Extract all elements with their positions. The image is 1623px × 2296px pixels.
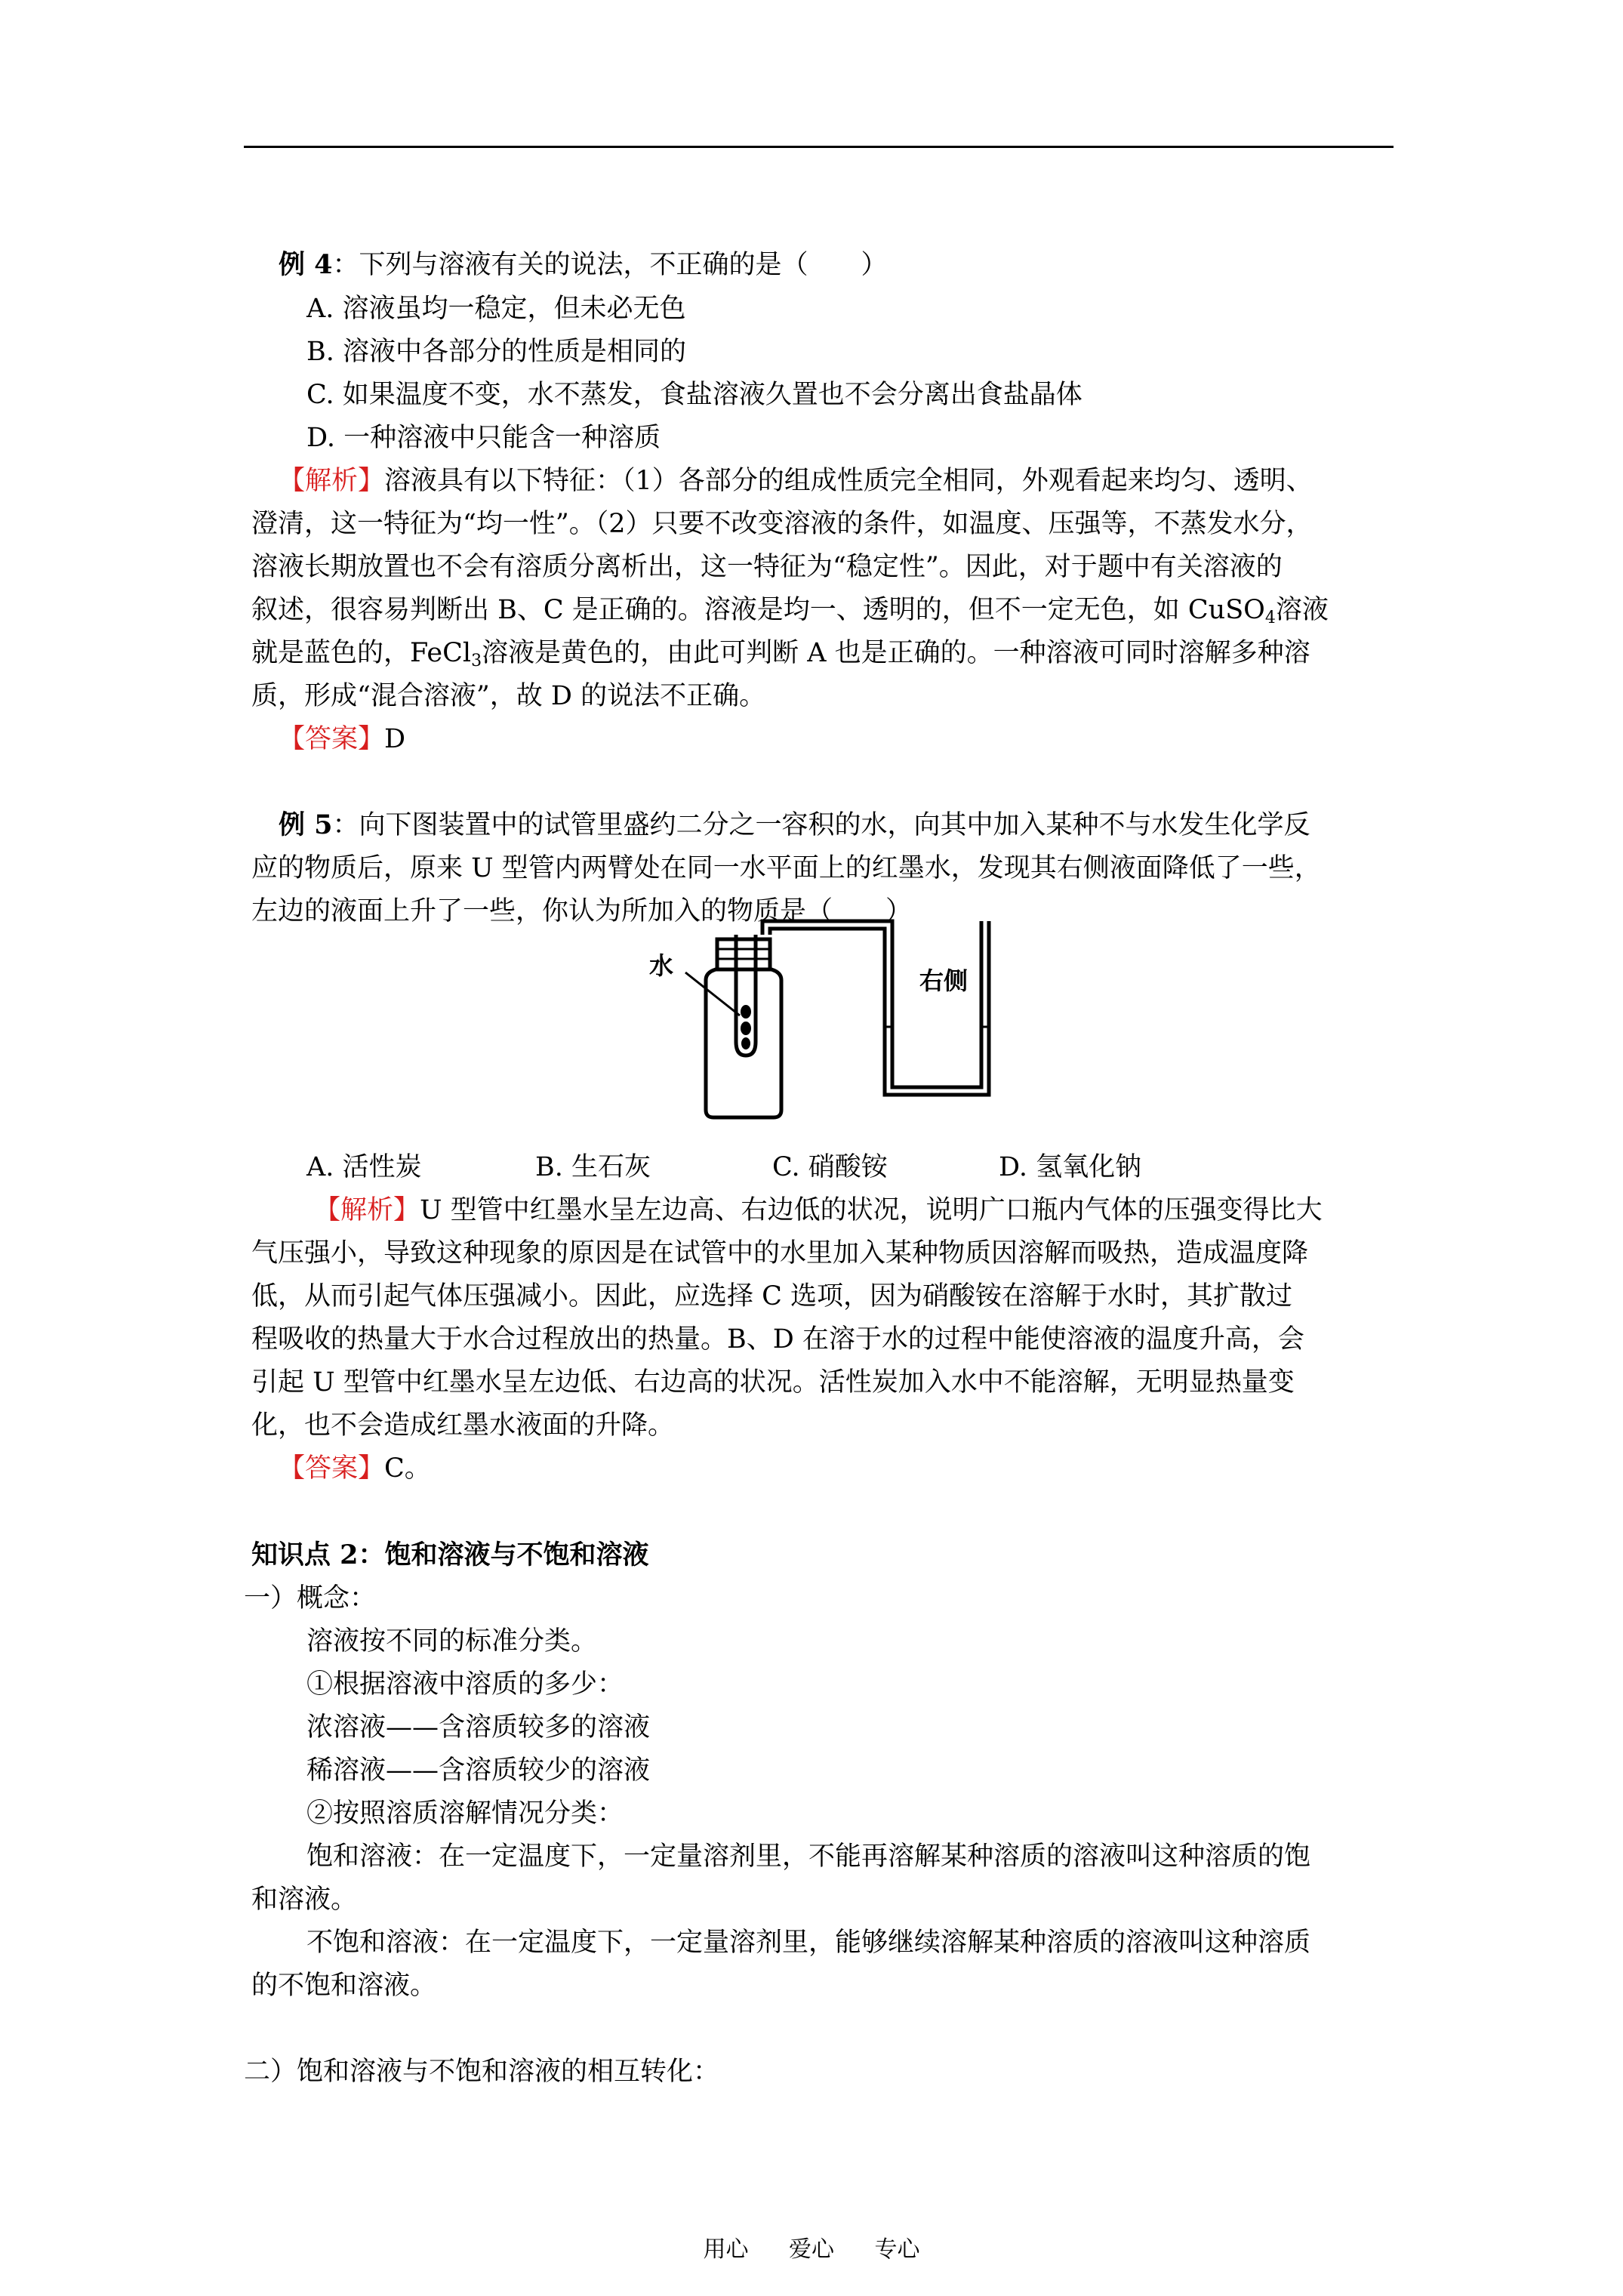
example-4-option-d: D. 一种溶液中只能含一种溶质 [306, 423, 661, 453]
example-5-question-line: 左边的液面上升了一些，你认为所加入的物质是（ ） [251, 896, 913, 926]
answer-tag: 【答案】 [279, 1453, 385, 1484]
example-4-analysis-line: 澄清，这一特征为“均一性”。（2）只要不改变溶液的条件，如温度、压强等，不蒸发水分， [251, 509, 1313, 539]
example-4-option-b: B. 溶液中各部分的性质是相同的 [306, 337, 686, 367]
knowledge-point-title: 知识点 2：饱和溶液与不饱和溶液 [251, 1539, 649, 1570]
example-5-question-line: 应的物质后，原来 U 型管内两臂处在同一水平面上的红墨水，发现其右侧液面降低了一些， [251, 853, 1321, 883]
example-4-answer: 【答案】D [279, 724, 406, 754]
example-4-option-c: C. 如果温度不变，水不蒸发，食盐溶液久置也不会分离出食盐晶体 [306, 380, 1083, 410]
analysis-tag: 【解析】 [279, 466, 385, 496]
example-5-analysis-line: 低，从而引起气体压强减小。因此，应选择 C 选项，因为硝酸铵在溶解于水时，其扩散过 [251, 1281, 1293, 1311]
example-5-option-a: A. 活性炭 [306, 1152, 422, 1182]
example-5-analysis-line: 程吸收的热量大于水合过程放出的热量。B、D 在溶于水的过程中能使溶液的温度升高，会 [251, 1324, 1304, 1354]
example-4-analysis-line: 叙述，很容易判断出 B、C 是正确的。溶液是均一、透明的，但不一定无色，如 CuSO$_4$溶液 [251, 595, 1329, 627]
section-heading: 二）饱和溶液与不饱和溶液的相互转化： [244, 2057, 720, 2087]
footer-text: 爱心 [789, 2236, 834, 2263]
example-5-option-b: B. 生石灰 [535, 1152, 651, 1182]
footer-text: 用心 [703, 2236, 749, 2263]
body-line: 饱和溶液：在一定温度下，一定量溶剂里，不能再溶解某种溶质的溶液叫这种溶质的饱 [306, 1841, 1311, 1872]
example-4-analysis-line: 【解析】溶液具有以下特征：（1）各部分的组成性质完全相同，外观看起来均匀、透明、 [279, 466, 1313, 496]
footer-text: 专心 [874, 2236, 920, 2263]
figure-label-right-side: 右侧 [919, 966, 969, 995]
example-4-analysis-line: 就是蓝色的，FeCl$_3$溶液是黄色的，由此可判断 A 也是正确的。一种溶液可同时溶解多种溶 [251, 638, 1310, 670]
example-5-option-c: C. 硝酸铵 [772, 1152, 888, 1182]
body-line: 稀溶液——含溶质较少的溶液 [306, 1755, 651, 1786]
example-5-analysis-line: 【解析】U 型管中红墨水呈左边高、右边低的状况，说明广口瓶内气体的压强变得比大 [314, 1195, 1323, 1225]
body-line: 溶液按不同的标准分类。 [306, 1626, 598, 1657]
example-5-analysis-line: 气压强小，导致这种现象的原因是在试管中的水里加入某种物质因溶解而吸热，造成温度降 [251, 1238, 1309, 1268]
example-5-question: 例 5：向下图装置中的试管里盛约二分之一容积的水，向其中加入某种不与水发生化学反 [279, 809, 1310, 840]
example-4-analysis-line: 质，形成“混合溶液”，故 D 的说法不正确。 [251, 681, 766, 711]
body-line: 和溶液。 [251, 1885, 358, 1915]
header-rule [244, 146, 1394, 148]
u-tube-apparatus-figure [634, 891, 1019, 1125]
answer-tag: 【答案】 [279, 724, 385, 754]
example-5-option-d: D. 氢氧化钠 [999, 1152, 1142, 1182]
body-line: ②按照溶质溶解情况分类： [306, 1798, 624, 1829]
body-line: 浓溶液——含溶质较多的溶液 [306, 1712, 651, 1743]
body-line: 的不饱和溶液。 [251, 1971, 437, 2001]
figure-label-water: 水 [649, 951, 674, 980]
page-footer [0, 2235, 1623, 2265]
example-5-analysis-line: 引起 U 型管中红墨水呈左边低、右边高的状况。活性炭加入水中不能溶解，无明显热量变 [251, 1367, 1295, 1398]
analysis-tag: 【解析】 [314, 1195, 420, 1225]
example-4-analysis-line: 溶液长期放置也不会有溶质分离析出，这一特征为“稳定性”。因此，对于题中有关溶液的 [251, 552, 1283, 582]
example-5-analysis-line: 化，也不会造成红墨水液面的升降。 [251, 1410, 675, 1441]
body-line: 不饱和溶液：在一定温度下，一定量溶剂里，能够继续溶解某种溶质的溶液叫这种溶质 [306, 1928, 1311, 1958]
example-4-question: 例 4：下列与溶液有关的说法，不正确的是（ ） [279, 249, 888, 280]
example-4-option-a: A. 溶液虽均一稳定，但未必无色 [306, 294, 686, 324]
example-5-answer: 【答案】C。 [279, 1453, 431, 1484]
section-heading: 一）概念： [244, 1583, 377, 1613]
body-line: ①根据溶液中溶质的多少： [306, 1669, 624, 1700]
